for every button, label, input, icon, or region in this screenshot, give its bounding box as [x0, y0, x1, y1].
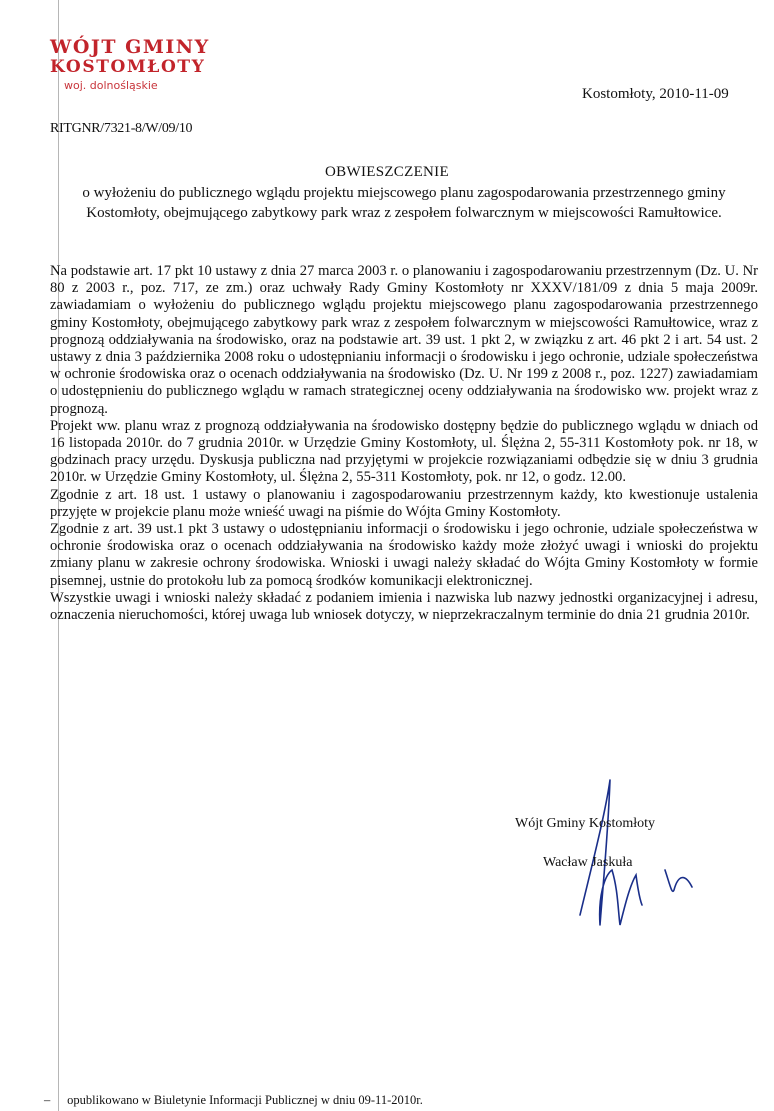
document-subject: o wyłożeniu do publicznego wglądu projektu miejscowego planu zagospodarowania przestrzennego gminy Kostomłoty, obejmującego zabytkowy park wraz z zespołem folwarcznym w miejscowości Ramułtowice. — [82, 185, 726, 221]
paragraph-deadline: Wszystkie uwagi i wnioski należy składać z podaniem imienia i nazwiska lub nazwy jednostki organizacyjnej i adresu, oznaczenia nieruchomości, której uwaga lub wniosek dotyczy, w nieprzekraczalnym terminie do dnia 21 grudnia 2010r. — [50, 589, 758, 624]
stamp-line-1: WÓJT GMINY — [50, 36, 210, 58]
footer-dash: – — [44, 1093, 51, 1107]
paragraph-comments-planning: Zgodnie z art. 18 ust. 1 ustawy o planowaniu i zagospodarowaniu przestrzennym każdy, kto kwestionuje ustalenia przyjęte w projekcie planu może wnieść uwagi na piśmie do Wójta Gminy Kostomłoty. — [50, 486, 758, 520]
footer-text: opublikowano w Biuletynie Informacji Publicznej w dniu 09-11-2010r. — [67, 1093, 423, 1107]
paragraph-legal-basis: Na podstawie art. 17 pkt 10 ustawy z dnia 27 marca 2003 r. o planowaniu i zagospodarowaniu przestrzennym (Dz. U. Nr 80 z 2003 r., poz. 717, ze zm.) oraz uchwały Rady Gminy Kostomłoty nr XXXV/181/09 z dnia 5 maja 2009r. zawiadamiam o wyłożeniu do publicznego wglądu projektu miejscowego planu zagospodarowania przestrzennego gminy Kostomłoty, obejmującego zabytkowy park wraz z zespołem folwarcznym w miejscowości Ramułtowice, wraz z prognozą oddziaływania na środowisko, oraz na podstawie art. 39 ust. 1 pkt 2, w związku z art. 46 pkt 2 i art. 54 ust. 2 ustawy z dnia 3 października 2008 roku o udostępnianiu informacji o środowisku i jego ochronie, udziale społeczeństwa w ochronie środowiska oraz o ocenach oddziaływania na środowisko (Dz. U. Nr 199 z 2008 r., poz. 1227) zawiadamiam o udostępnieniu do publicznego wglądu w ramach strategicznej oceny oddziaływania na środowisko ww. projekt wraz z prognozą. — [50, 263, 758, 417]
signatory-title: Wójt Gminy Kostomłoty — [515, 816, 655, 831]
notice-body — [50, 263, 758, 624]
reference-number: RITGNR/7321-8/W/09/10 — [50, 121, 193, 136]
stamp-line-3: woj. dolnośląskie — [64, 79, 158, 92]
paragraph-comments-environment: Zgodnie z art. 39 ust.1 pkt 3 ustawy o udostępnianiu informacji o środowisku i jego ochronie, udziale społeczeństwa w ochronie środowiska oraz o ocenach oddziaływania na środowisko każdy może złożyć uwagi i wnioski do projektu zmiany planu w zakresie ochrony środowiska. Wnioski i uwagi należy składać do Wójta Gminy Kostomłoty w formie pisemnej, ustnie do protokołu lub za pomocą środków komunikacji elektronicznej. — [50, 521, 758, 589]
publication-footer — [44, 1093, 423, 1108]
office-stamp — [50, 38, 210, 91]
place-and-date: Kostomłoty, 2010-11-09 — [582, 86, 729, 102]
stamp-line-2: KOSTOMŁOTY — [50, 57, 206, 77]
document-title: OBWIESZCZENIE — [325, 164, 449, 180]
paragraph-availability: Projekt ww. planu wraz z prognozą oddziaływania na środowisko dostępny będzie do publicznego wglądu w dniach od 16 listopada 2010r. do 7 grudnia 2010r. w Urzędzie Gminy Kostomłoty, ul. Ślężna 2, 55-311 Kostomłoty pok. nr 18, w godzinach pracy urzędu. Dyskusja publiczna nad przyjętymi w projekcie rozwiązaniami odbędzie się w dniu 3 grudnia 2010r. w Urzędzie Gminy Kostomłoty, ul. Ślężna 2, 55-311 Kostomłoty, pok. nr 12, o godz. 12.00. — [50, 417, 758, 486]
signatory-name: Wacław Jaskuła — [543, 855, 633, 870]
